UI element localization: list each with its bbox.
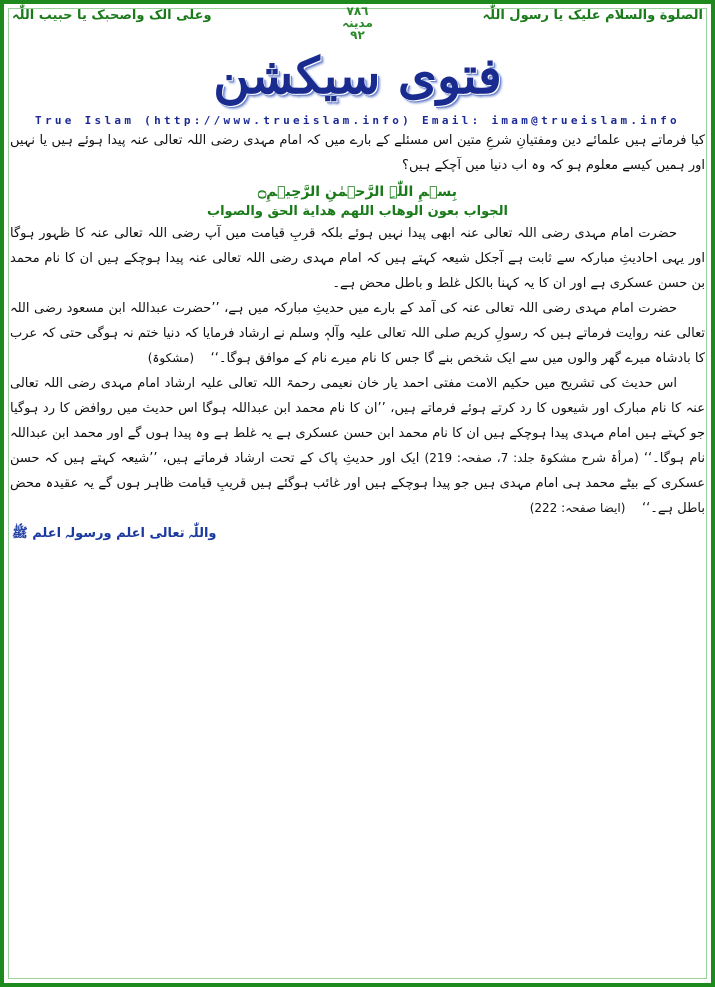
answer-paragraph-1-text: حضرت امام مہدی رضی اللہ تعالی عنہ ابھی پیدا نہیں ہوئے بلکہ قربِ قیامت میں آپ رضی اللہ تعالی عنہ کا ظہور ہوگا اور یہی احادیثِ مبارکہ سے ثابت ہے آجکل شیعہ کہتے ہیں کہ امام مہدی رضی اللہ تعالی عنہ پیدا ہوچکے ہیں ان کا نام محمد بن حسن عسکری ہے اور ان کا یہ کہنا بالکل غلط و باطل محض ہے۔	[10, 226, 705, 291]
header-center-emblem	[0, 5, 715, 41]
question-text: کیا فرماتے ہیں علمائے دین ومفتیانِ شرعِ متین اس مسئلے کے بارے میں کہ امام مہدی رضی اللہ تعالی عنہ پیدا ہوئے ہیں یا نہیں اور ہمیں کیسے معلوم ہو کہ وہ اب دنیا میں آچکے ہیں؟	[10, 133, 705, 173]
reference-mishkat: (مشکوۃ)	[147, 351, 195, 365]
bismillah: بِسۡمِ اللّٰہِ الرَّحۡمٰنِ الرَّحِیۡمِ۝	[257, 184, 458, 200]
page-title: فتوی سیکشن	[213, 46, 502, 105]
header-786: ۷۸٦	[346, 4, 369, 18]
answer-paragraph-4-text: ایک اور حدیثِ پاک کے تحت ارشاد فرماتے ہیں، ’’شیعہ کہتے ہیں کہ حسن عسکری کے بیٹے محمد ہی امام مہدی ہیں جو پیدا ہوچکے ہیں اور غائب ہوگئے ہیں قریبِ قیامت ظاہر ہوں گے یہ عقیدہ محض باطل ہے۔‘‘	[10, 451, 705, 516]
answer-paragraph-3	[10, 371, 705, 521]
reference-aydan: (ایضا صفحہ: 222)	[529, 501, 626, 515]
fatwa-content	[10, 128, 705, 544]
header-92: ۹۲	[350, 28, 365, 42]
answer-paragraph-2	[10, 296, 705, 371]
jawab-heading: الجواب بعون الوهاب اللهم هداية الحق والصواب	[207, 204, 508, 219]
answer-paragraph-1	[10, 221, 705, 296]
answer-paragraph-3-text: اس حدیث کی تشریح میں حکیم الامت مفتی احمد یار خان نعیمی رحمۃ اللہ تعالی علیہ ارشاد امام مہدی رضی اللہ تعالی عنہ کا نام مبارک اور شیعوں کا رد کرتے ہوئے فرماتے ہیں، ’’ان کا نام محمد ابن عبداللہ ہوگا اس حدیث میں روافض کا رد ہوگیا جو کہتے ہیں امام مہدی پیدا ہوچکے ہیں ان کا نام محمد ابن حسن عسکری ہے یہ غلط ہے وہ پیدا ہوں گے اور محمد ابن عبداللہ نام ہوگا۔‘‘	[10, 376, 706, 466]
answer-paragraph-2-text: حضرت امام مہدی رضی اللہ تعالی عنہ کی آمد کے بارے میں حدیثِ مبارکہ میں ہے، ’’حضرت عبداللہ ابن مسعود رضی اللہ تعالی عنہ روایت فرماتے ہیں کہ رسولِ کریم صلی اللہ تعالی علیہ وآلہٖ وسلم نے ارشاد فرمایا کہ دنیا ختم نہ ہوگی حتی کہ عرب کا بادشاہ میرے گھر والوں میں سے ایک شخص بنے گا جس کا نام میرے نام کے موافق ہوگا۔‘‘	[10, 301, 705, 366]
header-salutation-left: وعلی الک واصحبک یا حبیب اللّٰہ	[12, 8, 212, 23]
reference-mirat: (مرأۃ شرح مشکوۃ جلد: 7، صفحہ: 219)	[424, 451, 639, 465]
header-madina: مدینہ	[342, 16, 373, 30]
header-salutation-right: الصلوة والسلام علیک یا رسول اللّٰہ	[482, 8, 703, 23]
closing-line: واللّٰہ تعالی اعلم ورسولہ اعلم ﷺ	[12, 526, 217, 541]
contact-line: True Islam (http://www.trueislam.info) Email: imam@trueislam.info	[35, 114, 680, 127]
